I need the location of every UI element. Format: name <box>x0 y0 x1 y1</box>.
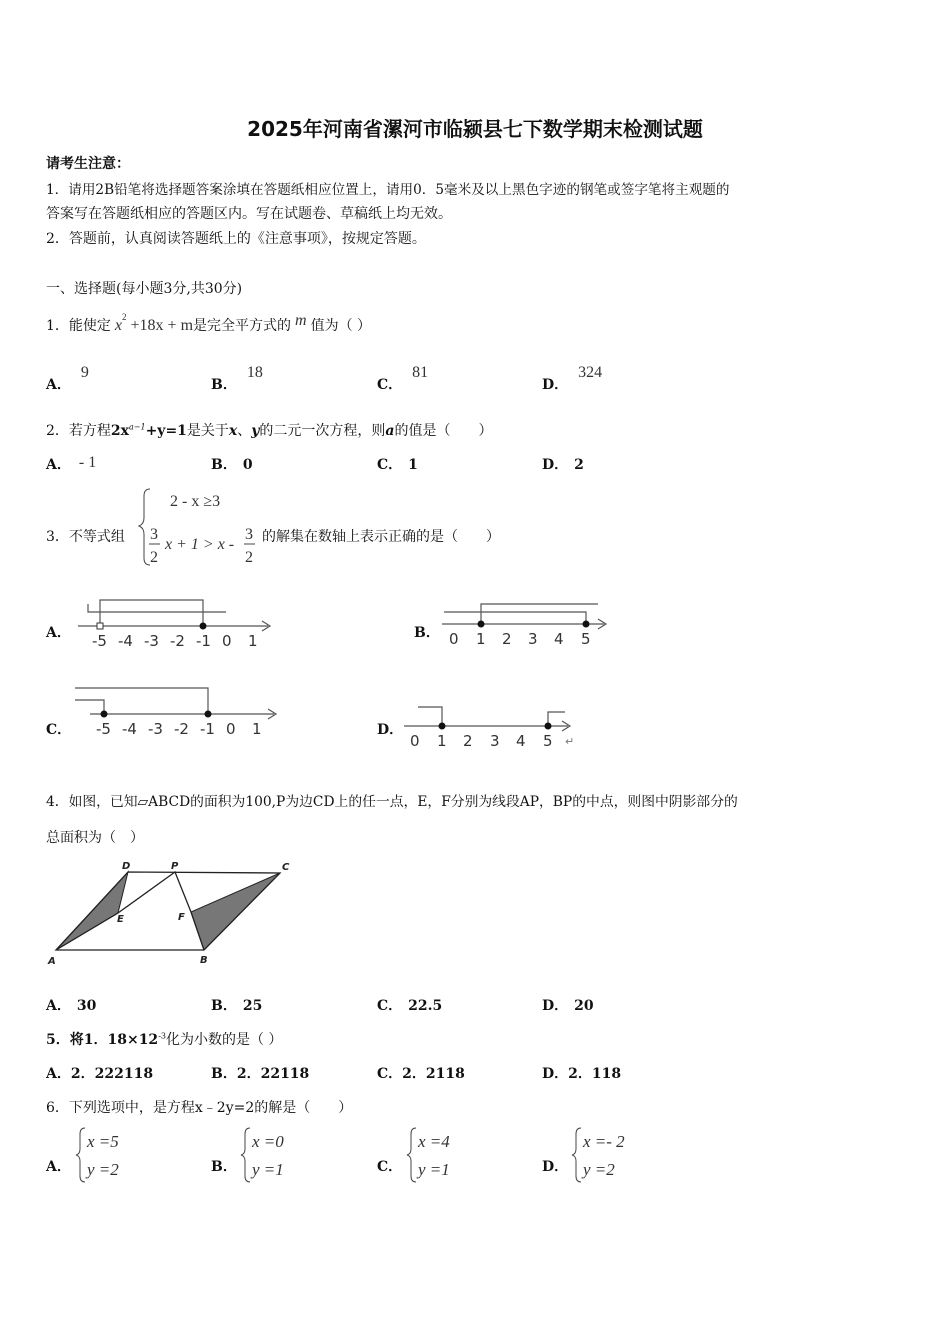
q1-option-d-value: 324 <box>578 364 603 381</box>
q5-option-a-label: A． <box>46 1066 71 1082</box>
q4-option-b[interactable] <box>211 995 262 1015</box>
q5-option-d-label: D． <box>542 1066 569 1082</box>
q2-option-a-label: A． <box>46 457 71 473</box>
notice-heading: 请考生注意： <box>46 156 130 172</box>
tick-labels <box>410 732 574 750</box>
closed-endpoint <box>200 623 207 630</box>
tick-label: -5 <box>92 632 107 650</box>
q1-option-b[interactable] <box>211 362 263 393</box>
q3-row2-mid: x + 1 > x - <box>165 536 235 553</box>
q4-option-c-label: C． <box>377 998 403 1014</box>
tick-label: 1 <box>476 630 486 648</box>
open-endpoint <box>97 623 103 629</box>
q4-line2: 总面积为（ ） <box>46 830 144 846</box>
closed-endpoint <box>545 723 552 730</box>
row2: y =1 <box>252 1160 284 1179</box>
ray-upper <box>88 604 226 612</box>
tick-label: -4 <box>118 632 133 650</box>
q4-option-a-value: 30 <box>76 998 97 1014</box>
q5-option-c-value: 2．2118 <box>402 1066 465 1082</box>
label-c: C <box>282 862 290 873</box>
q3-option-b-numberline[interactable] <box>436 596 616 654</box>
closed-endpoint <box>101 711 108 718</box>
notice-line1b: 答案写在答题纸相应的答题区内。写在试题卷、草稿纸上均无效。 <box>46 206 452 222</box>
tick-label: 2 <box>502 630 512 648</box>
label-d: D <box>122 861 131 872</box>
label-a: A <box>48 956 56 967</box>
tick-label: 1 <box>252 720 262 738</box>
closed-endpoint <box>205 711 212 718</box>
q1-expr-sup: 2 <box>122 312 127 323</box>
q1-option-c-label: C． <box>377 377 403 393</box>
page-title: 2025年河南省漯河市临颍县七下数学期末检测试题 <box>247 117 703 141</box>
q1-option-d-label: D． <box>542 377 569 393</box>
q2-eq-sup: a−1 <box>129 422 146 432</box>
q1-option-d[interactable] <box>542 362 603 393</box>
ray-upper <box>481 604 598 624</box>
tick-label: -5 <box>96 720 111 738</box>
tick-label: 0 <box>410 732 420 750</box>
q5-option-c[interactable] <box>377 1063 465 1083</box>
q2-middle2: 的二元一次方程，则 <box>259 423 386 439</box>
q2-middle: 是关于 <box>186 423 229 439</box>
tick-label: 0 <box>222 632 232 650</box>
q1-option-a[interactable] <box>46 362 89 393</box>
q5-option-b[interactable] <box>211 1063 309 1083</box>
ray-left <box>418 707 442 726</box>
row2: y =1 <box>418 1160 450 1179</box>
tick-label: 2 <box>463 732 473 750</box>
q3-prefix: 3．不等式组 <box>46 529 125 545</box>
q2-var-y: y <box>251 423 260 439</box>
q2-option-c-label: C． <box>377 457 403 473</box>
q5-prefix: 5．将1．18×12 <box>46 1032 159 1048</box>
shaded-triangle-right <box>191 873 280 950</box>
q5-option-b-label: B． <box>211 1066 237 1082</box>
q3-option-a-numberline[interactable] <box>70 596 280 654</box>
q5-sup: -3 <box>158 1031 166 1041</box>
q3-frac1-num: 3 <box>150 526 158 543</box>
tick-label: 0 <box>226 720 236 738</box>
q3-frac1-den: 2 <box>150 549 158 566</box>
row1: x =5 <box>87 1132 119 1151</box>
notice-line2: 2．答题前，认真阅读答题纸上的《注意事项》，按规定答题。 <box>46 231 426 247</box>
q4-option-a[interactable] <box>46 995 96 1015</box>
q4-option-c[interactable] <box>377 995 442 1015</box>
q6-option-b-system[interactable] <box>239 1126 329 1184</box>
q4-option-a-label: A． <box>46 998 71 1014</box>
q3-frac2-den: 2 <box>245 549 253 566</box>
tick-label: 1 <box>248 632 258 650</box>
q2-stem <box>46 420 493 440</box>
q1-option-c[interactable] <box>377 362 429 393</box>
tick-label: 4 <box>516 732 526 750</box>
brace <box>241 1128 250 1182</box>
q4-parallelogram-figure <box>44 856 294 972</box>
tick-label: -3 <box>148 720 163 738</box>
tick-label: -1 <box>196 632 211 650</box>
q3-option-c-numberline[interactable] <box>70 684 285 744</box>
q6-option-d-system[interactable] <box>570 1126 670 1184</box>
q1-option-b-label: B． <box>211 377 237 393</box>
q2-sep: 、 <box>237 423 252 439</box>
tick-label: 3 <box>528 630 538 648</box>
tick-label: 0 <box>449 630 459 648</box>
q2-option-d-value: 2 <box>574 457 584 473</box>
brace <box>407 1128 416 1182</box>
q1-stem <box>46 312 372 335</box>
q3-option-d-numberline[interactable] <box>400 700 590 752</box>
ray-upper <box>75 688 208 714</box>
q4-option-c-value: 22.5 <box>408 998 443 1014</box>
q2-option-d[interactable] <box>542 454 584 474</box>
tick-label: 5 <box>581 630 591 648</box>
row1: x =4 <box>418 1132 450 1151</box>
q1-expr-rest: +18x + m <box>130 317 194 334</box>
brace <box>76 1128 85 1182</box>
label-b: B <box>200 955 208 966</box>
closed-endpoint <box>583 621 590 628</box>
q3-option-b-label[interactable]: B． <box>414 625 440 641</box>
q3-suffix: 的解集在数轴上表示正确的是（ ） <box>262 529 500 545</box>
q1-var-m: m <box>295 312 307 329</box>
q3-option-c-label[interactable]: C． <box>46 722 72 738</box>
q1-option-a-value: 9 <box>80 364 89 381</box>
q3-frac2-num: 3 <box>245 526 253 543</box>
label-f: F <box>178 912 185 923</box>
q6-option-a-label[interactable]: A． <box>46 1159 71 1175</box>
notice-line1a: 1．请用2B铅笔将选择题答案涂填在答题纸相应位置上，请用0．5毫米及以上黑色字迹的钢笔或签字笔将主观题的 <box>46 182 730 198</box>
label-p: P <box>171 861 179 872</box>
tick-label: 3 <box>490 732 500 750</box>
q3-brace <box>139 489 150 565</box>
ray-lower <box>75 700 104 714</box>
q2-option-b-value: 0 <box>242 457 253 473</box>
row1: x =0 <box>252 1132 284 1151</box>
q1-option-a-label: A． <box>46 377 71 393</box>
q2-var-x: x <box>228 423 238 439</box>
tick-label: 4 <box>554 630 564 648</box>
q2-option-c[interactable] <box>377 454 418 474</box>
tick-label: 1 <box>437 732 447 750</box>
closed-endpoint <box>439 723 446 730</box>
q2-option-d-label: D． <box>542 457 569 473</box>
q4-option-b-label: B． <box>211 998 237 1014</box>
ray-lower <box>444 612 586 624</box>
q5-option-d[interactable] <box>542 1063 621 1083</box>
q6-option-c-label[interactable]: C． <box>377 1159 403 1175</box>
q1-middle: 是完全平方式的 <box>193 318 292 334</box>
q5-suffix: 化为小数的是（ ） <box>165 1032 283 1048</box>
q3-inequality-system <box>138 486 263 568</box>
q1-option-c-value: 81 <box>412 364 429 381</box>
q5-option-c-label: C． <box>377 1066 403 1082</box>
q5-option-a-value: 2．222118 <box>70 1066 154 1082</box>
tick-label: -4 <box>122 720 137 738</box>
tick-label: -2 <box>174 720 189 738</box>
q2-eq-rest: +y=1 <box>145 423 187 439</box>
q2-suffix: 的值是（ ） <box>394 423 493 439</box>
tick-labels <box>92 632 258 650</box>
q4-option-d-label: D． <box>542 998 569 1014</box>
parallelogram-abcd <box>56 872 280 950</box>
q5-stem <box>46 1029 282 1049</box>
q2-var-a: a <box>385 423 395 439</box>
q6-stem: 6．下列选项中，是方程x﹣2y=2的解是（ ） <box>46 1100 353 1116</box>
tick-labels <box>96 720 262 738</box>
q1-prefix: 1．能使定 <box>46 318 111 334</box>
return-mark: ↵ <box>565 735 575 748</box>
q2-option-c-value: 1 <box>408 457 418 473</box>
q2-option-a[interactable] <box>46 454 96 474</box>
q2-eq-base: 2x <box>110 423 130 439</box>
q2-option-b[interactable] <box>211 454 253 474</box>
q4-option-b-value: 25 <box>242 998 263 1014</box>
label-e: E <box>117 914 124 925</box>
tick-label: -1 <box>200 720 215 738</box>
tick-label: -3 <box>144 632 159 650</box>
q4-option-d[interactable] <box>542 995 594 1015</box>
q1-suffix: 值为（ ） <box>310 318 372 334</box>
q4-option-d-value: 20 <box>574 998 594 1014</box>
brace <box>572 1128 581 1182</box>
q6-option-b-label[interactable]: B． <box>211 1159 237 1175</box>
q5-option-d-value: 2．118 <box>568 1066 622 1082</box>
q5-option-a[interactable] <box>46 1063 153 1083</box>
ray-lower <box>100 600 203 627</box>
q3-row1: 2 - x ≥3 <box>170 493 221 510</box>
row2: y =2 <box>87 1160 119 1179</box>
q6-option-d-label[interactable]: D． <box>542 1159 569 1175</box>
q1-expr-x: x <box>114 317 123 334</box>
section-heading: 一、选择题(每小题3分,共30分) <box>46 281 243 297</box>
closed-endpoint <box>478 621 485 628</box>
tick-labels <box>449 630 591 648</box>
q2-option-b-label: B． <box>211 457 237 473</box>
q5-option-b-value: 2．22118 <box>236 1066 310 1082</box>
q4-line1: 4．如图，已知▱ABCD的面积为100,P为边CD上的任一点，E，F分别为线段AP，BP的中点，则图中阴影部分的 <box>46 794 738 810</box>
segments-ap-bp <box>56 872 204 950</box>
tick-label: -2 <box>170 632 185 650</box>
row1: x =- 2 <box>583 1132 625 1151</box>
q2-option-a-value: - 1 <box>78 454 97 471</box>
q6-option-a-system[interactable] <box>74 1126 164 1184</box>
q2-prefix: 2．若方程 <box>46 423 111 439</box>
q1-option-b-value: 18 <box>246 364 263 381</box>
q3-option-d-label[interactable]: D． <box>377 722 404 738</box>
q6-option-c-system[interactable] <box>405 1126 495 1184</box>
row2: y =2 <box>583 1160 615 1179</box>
tick-label: 5 <box>543 732 553 750</box>
q3-option-a-label[interactable]: A． <box>46 625 71 641</box>
